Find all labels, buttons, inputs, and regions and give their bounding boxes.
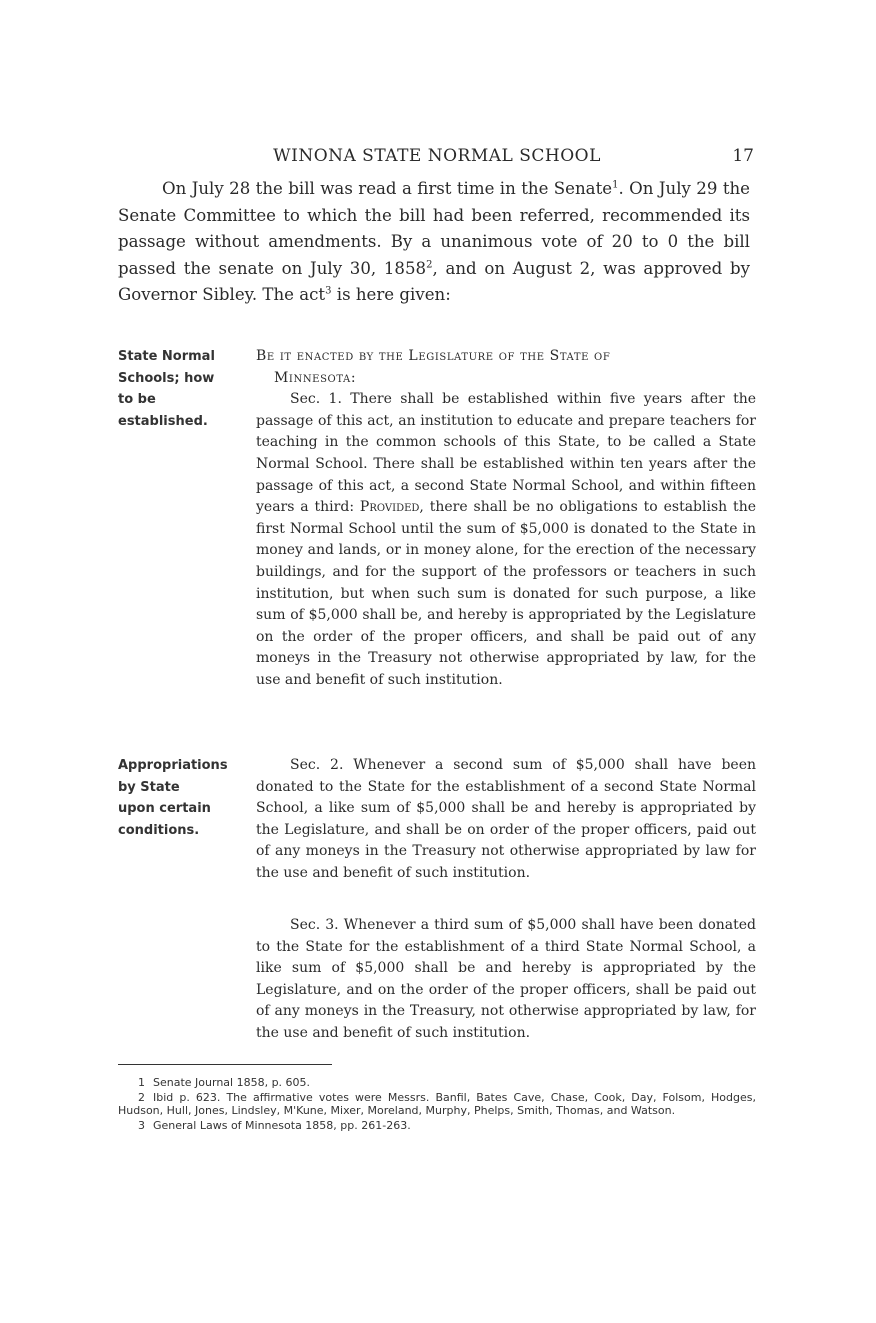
section-1-body <box>256 346 756 692</box>
margin-note-line: State Normal <box>118 349 215 364</box>
intro-text: , and on August 2, was approved by Governor Sibley. The act <box>118 258 750 305</box>
footnotes <box>118 1076 756 1133</box>
margin-note-1 <box>118 346 240 432</box>
running-header <box>118 144 756 172</box>
section-2-body <box>256 755 756 885</box>
enacting-clause <box>256 346 756 389</box>
intro-text: . On July 29 the Senate Committee to which the bill had been referred, recommended its passage without amendments. By a unanimous vote of 20 to 0 the bill passed the senate on July 30, 1858 <box>118 179 750 278</box>
footnote-3 <box>118 1119 756 1133</box>
margin-note-line: upon certain <box>118 801 211 817</box>
margin-note-line: to be <box>118 392 156 408</box>
section-1-text-part: Sec. 1. There shall be established within five years after the passage of this act, an institution to educate and prepare teachers for teaching in the common schools of this State, to be called a State Normal School. There shall be established within ten years after the passage of this act, a second State Normal School, and within fifteen years a third: <box>256 391 756 516</box>
section-2 <box>118 755 756 905</box>
footnote-ref-2: 2 <box>426 259 433 271</box>
intro-text: is here given: <box>331 285 451 305</box>
footnote-1 <box>118 1076 756 1090</box>
footnote-text: Senate Journal 1858, p. 605. <box>153 1076 311 1089</box>
enacting-line: Be it enacted by the Legislature of the State of <box>256 348 611 364</box>
footnote-number: 1 <box>138 1076 145 1089</box>
section-3-body <box>256 915 756 1045</box>
section-3 <box>118 915 756 1045</box>
footnote-rule <box>118 1064 332 1065</box>
intro-text: On July 28 the bill was read a first time in the Senate <box>162 179 613 198</box>
running-title: WINONA STATE NORMAL SCHOOL <box>273 146 601 166</box>
section-2-text: Sec. 2. Whenever a second sum of $5,000 shall have been donated to the State for the establishment of a second State Normal School, a like sum of $5,000 shall be and hereby is appropriated by the Legislature, and shall be on order of the proper officers, paid out of any moneys in the Treasury not otherwise appropriated by law for the use and benefit of such institution. <box>256 757 756 881</box>
margin-note-line: by State <box>118 779 180 795</box>
margin-note-line: Appropriations <box>118 758 228 773</box>
provided-keyword: Provided <box>359 499 420 516</box>
intro-paragraph <box>118 176 750 309</box>
margin-note-line: Schools; how <box>118 370 215 386</box>
footnote-number: 3 <box>138 1118 145 1132</box>
margin-note-line: established. <box>118 413 208 429</box>
margin-note-2 <box>118 755 240 841</box>
section-1-text-part: , there shall be no obligations to establish the first Normal School until the sum of $5,000 is donated to the State in money and lands, or in money alone, for the erection of the necessary buildings, and for the support of the professors or teachers in such institution, but when such sum is donated for such purpose, a like sum of $5,000 shall be, and hereby is appropriated by the Legislature on the order of the proper officers, and shall be paid out of any moneys in the Treasury not otherwise appropriated by law, for the use and benefit of such institution. <box>256 499 756 688</box>
footnote-text: Ibid p. 623. The affirmative votes were Messrs. Banfil, Bates Cave, Chase, Cook, Day, Folsom, Hodges, Hudson, Hull, Jones, Lindsley, M'Kune, Mixer, Moreland, Murphy, Phelps, Smith, Thomas, and Watson. <box>118 1090 756 1117</box>
footnote-number: 2 <box>138 1090 145 1104</box>
section-3-text: Sec. 3. Whenever a third sum of $5,000 shall have been donated to the State for the establishment of a third State Normal School, a like sum of $5,000 shall be and hereby is appropriated by the Legislature, and on the order of the proper officers, shall be paid out of any moneys in the Treasury, not otherwise appropriated by law, for the use and benefit of such institution. <box>256 917 756 1041</box>
footnote-2 <box>118 1091 756 1118</box>
footnote-ref-3: 3 <box>325 285 332 297</box>
enacting-line: Minnesota: <box>274 369 357 386</box>
margin-note-line: conditions. <box>118 822 200 838</box>
footnote-ref-1: 1 <box>612 179 619 191</box>
footnote-text: General Laws of Minnesota 1858, pp. 261-263. <box>153 1118 411 1132</box>
page-number: 17 <box>732 146 754 166</box>
section-1 <box>118 346 756 716</box>
section-1-text <box>256 389 756 691</box>
